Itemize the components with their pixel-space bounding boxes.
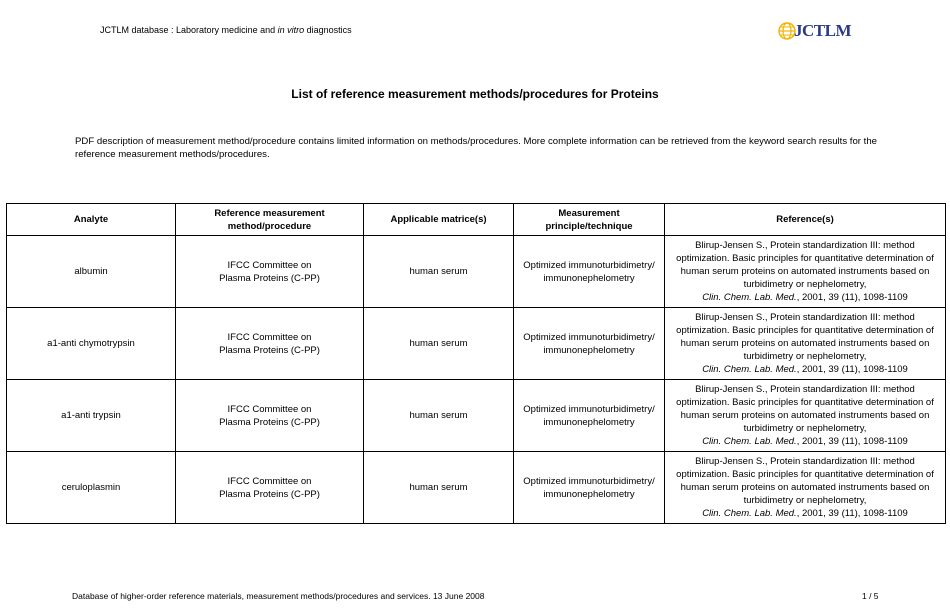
page-title: List of reference measurement methods/procedures for Proteins: [291, 87, 659, 101]
column-header-references: Reference(s): [665, 204, 946, 236]
principle-cell: [514, 308, 665, 380]
reference-cell: [665, 380, 946, 452]
reference-methods-table: [6, 203, 946, 524]
header-title-prefix: JCTLM database : Laboratory medicine and: [100, 25, 278, 35]
reference-cell: [665, 236, 946, 308]
column-header-analyte: Analyte: [7, 204, 176, 236]
reference-journal: Clin. Chem. Lab. Med.: [702, 364, 797, 375]
principle-line: immunonephelometry: [543, 344, 635, 356]
principle-line: immunonephelometry: [543, 416, 635, 428]
table-header-row: [7, 204, 946, 236]
method-line: Plasma Proteins (C-PP): [219, 344, 320, 356]
principle-cell: [514, 452, 665, 524]
reference-text: Blirup-Jensen S., Protein standardization III: method optimization. Basic principles for quantitative determination of human serum proteins on automated instruments based on turbidimetry or nephelometry,: [676, 456, 934, 506]
principle-cell: [514, 236, 665, 308]
table-row: [7, 380, 946, 452]
principle-line: Optimized immunoturbidimetry/: [523, 259, 655, 271]
reference-text: Blirup-Jensen S., Protein standardization III: method optimization. Basic principles for quantitative determination of human serum proteins on automated instruments based on turbidimetry or nephelometry,: [676, 384, 934, 434]
principle-cell: [514, 380, 665, 452]
column-header-principle: Measurement principle/technique: [514, 204, 665, 236]
method-line: IFCC Committee on: [227, 259, 312, 271]
method-cell: [176, 308, 364, 380]
method-cell: [176, 380, 364, 452]
principle-line: Optimized immunoturbidimetry/: [523, 403, 655, 415]
matrix-cell: human serum: [364, 452, 514, 524]
intro-paragraph: PDF description of measurement method/procedure contains limited information on methods/procedures. More complete information can be retrieved from the keyword search results for the reference measurement methods/procedures.: [75, 136, 877, 160]
reference-cell: [665, 308, 946, 380]
jctlm-logo: [778, 20, 851, 42]
header-title-suffix: diagnostics: [304, 25, 352, 35]
reference-text: Blirup-Jensen S., Protein standardization III: method optimization. Basic principles for quantitative determination of human serum proteins on automated instruments based on turbidimetry or nephelometry,: [676, 312, 934, 362]
matrix-cell: human serum: [364, 308, 514, 380]
table-row: [7, 452, 946, 524]
reference-journal: Clin. Chem. Lab. Med.: [702, 436, 797, 447]
analyte-cell: a1-anti trypsin: [7, 380, 176, 452]
reference-text: Blirup-Jensen S., Protein standardization III: method optimization. Basic principles for quantitative determination of human serum proteins on automated instruments based on turbidimetry or nephelometry,: [676, 240, 934, 290]
analyte-cell: a1-anti chymotrypsin: [7, 308, 176, 380]
principle-line: immunonephelometry: [543, 272, 635, 284]
principle-line: immunonephelometry: [543, 488, 635, 500]
matrix-cell: human serum: [364, 236, 514, 308]
analyte-cell: albumin: [7, 236, 176, 308]
principle-line: Optimized immunoturbidimetry/: [523, 475, 655, 487]
column-header-matrix: Applicable matrice(s): [364, 204, 514, 236]
column-header-method: Reference measurement method/procedure: [176, 204, 364, 236]
reference-details: , 2001, 39 (11), 1098-1109: [796, 436, 908, 447]
principle-line: Optimized immunoturbidimetry/: [523, 331, 655, 343]
reference-details: , 2001, 39 (11), 1098-1109: [796, 364, 908, 375]
reference-cell: [665, 452, 946, 524]
page-number: 1 / 5: [862, 591, 879, 601]
method-line: Plasma Proteins (C-PP): [219, 488, 320, 500]
method-line: Plasma Proteins (C-PP): [219, 272, 320, 284]
logo-text: JCTLM: [794, 21, 851, 40]
analyte-cell: ceruloplasmin: [7, 452, 176, 524]
method-line: IFCC Committee on: [227, 475, 312, 487]
footer-text: Database of higher-order reference materials, measurement methods/procedures and services. 13 June 2008: [72, 591, 485, 601]
header-title-italic: in vitro: [277, 25, 305, 35]
header-title: [100, 25, 352, 35]
table-row: [7, 308, 946, 380]
reference-journal: Clin. Chem. Lab. Med.: [702, 508, 797, 519]
method-line: IFCC Committee on: [227, 331, 312, 343]
reference-details: , 2001, 39 (11), 1098-1109: [796, 292, 908, 303]
table-row: [7, 236, 946, 308]
method-line: Plasma Proteins (C-PP): [219, 416, 320, 428]
method-cell: [176, 452, 364, 524]
reference-journal: Clin. Chem. Lab. Med.: [702, 292, 797, 303]
method-cell: [176, 236, 364, 308]
method-line: IFCC Committee on: [227, 403, 312, 415]
matrix-cell: human serum: [364, 380, 514, 452]
reference-details: , 2001, 39 (11), 1098-1109: [796, 508, 908, 519]
